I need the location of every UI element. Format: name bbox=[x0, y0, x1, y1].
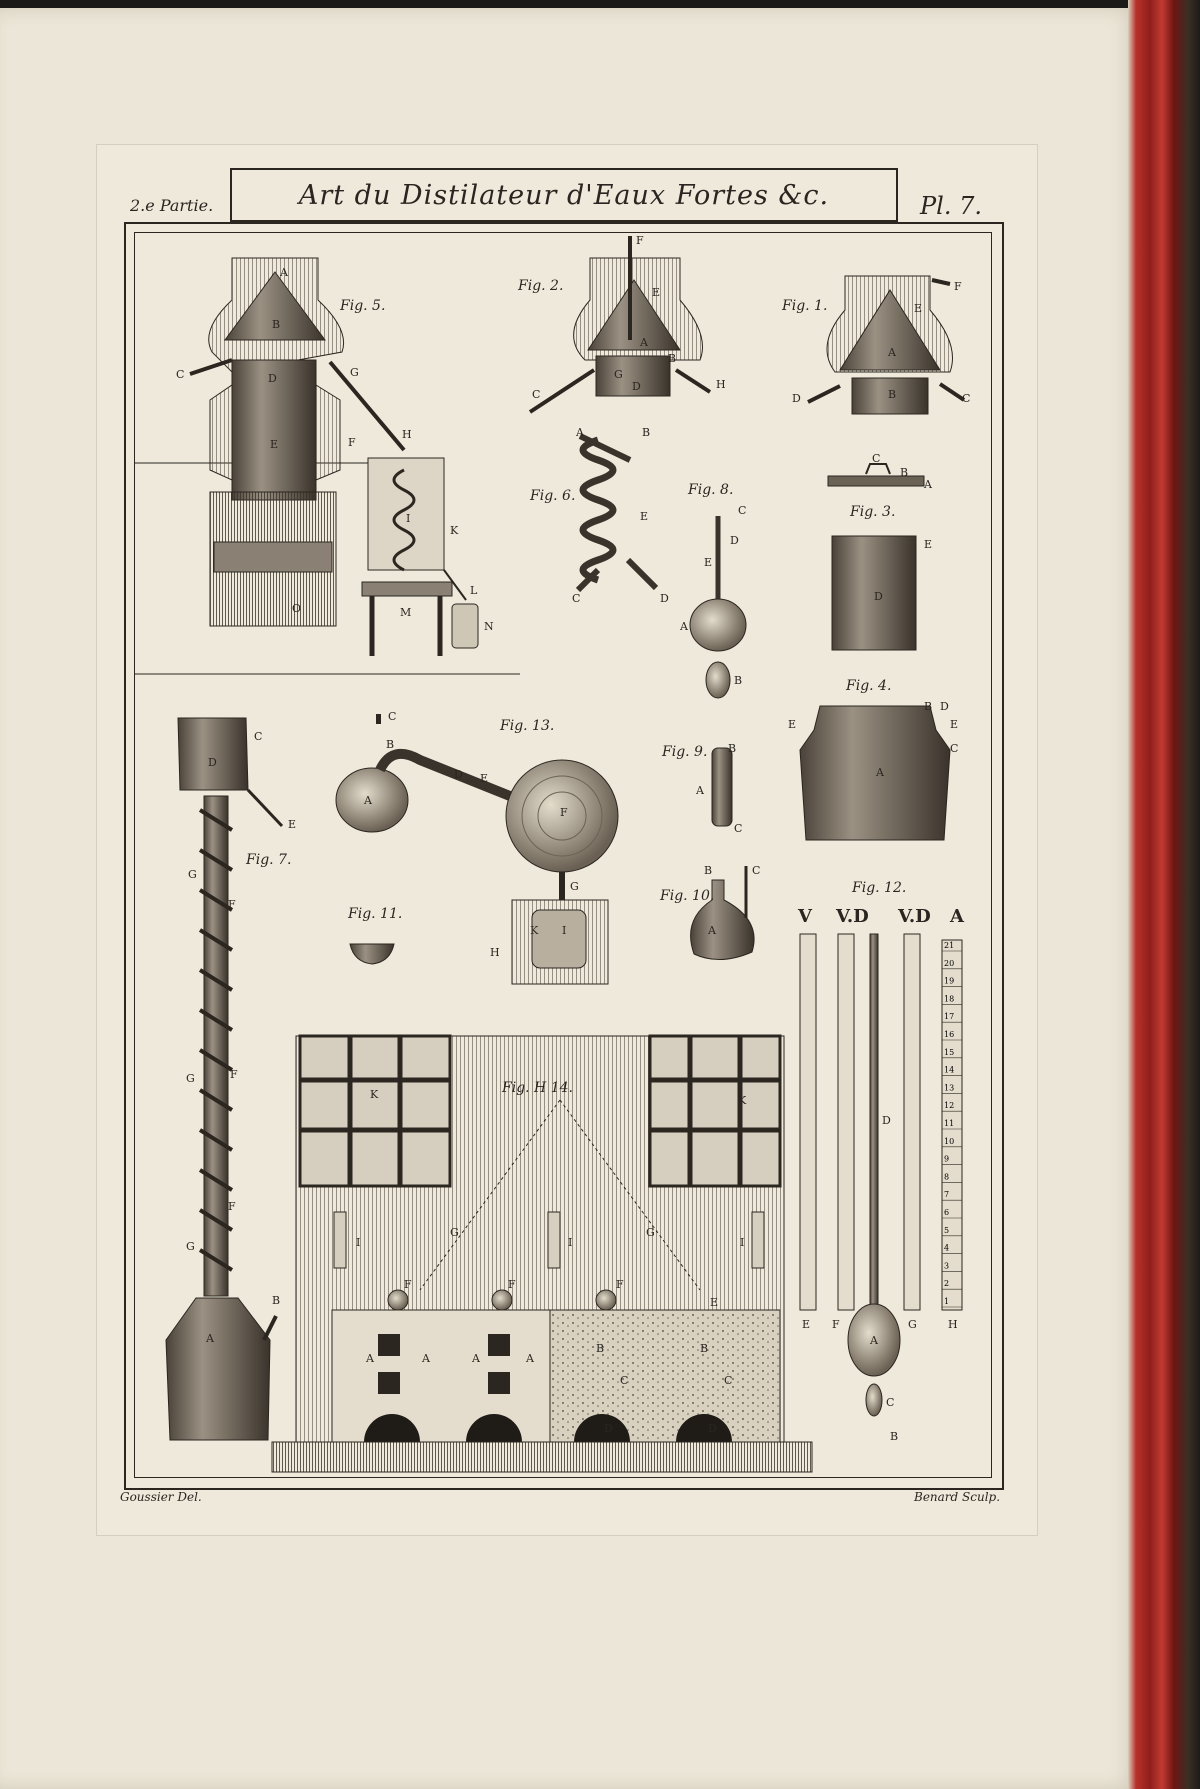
fig8-flask bbox=[679, 504, 746, 698]
fig2-label: Fig. 2. bbox=[518, 278, 564, 294]
svg-text:E: E bbox=[480, 772, 489, 785]
svg-text:F: F bbox=[508, 1278, 516, 1291]
svg-text:G: G bbox=[450, 1226, 459, 1239]
plate-title: Art du Distilateur d'Eaux Fortes &c. bbox=[230, 168, 898, 222]
svg-text:G: G bbox=[186, 1072, 195, 1085]
scale-header-3: V.D bbox=[898, 906, 931, 927]
svg-text:D: D bbox=[208, 756, 217, 769]
scale-number: 13 bbox=[944, 1083, 955, 1093]
svg-text:D: D bbox=[940, 700, 949, 713]
svg-text:N: N bbox=[484, 620, 494, 633]
svg-text:E: E bbox=[652, 286, 661, 299]
svg-text:A: A bbox=[472, 1352, 480, 1365]
svg-text:C: C bbox=[176, 368, 185, 381]
svg-text:K: K bbox=[450, 524, 459, 537]
svg-text:E: E bbox=[788, 718, 797, 731]
fig12-label: Fig. 12. bbox=[852, 880, 907, 896]
svg-text:B: B bbox=[734, 674, 743, 687]
svg-text:A: A bbox=[924, 478, 932, 491]
svg-text:C: C bbox=[886, 1396, 895, 1409]
svg-text:B: B bbox=[700, 1342, 709, 1355]
svg-text:E: E bbox=[914, 302, 923, 315]
svg-text:H: H bbox=[948, 1318, 958, 1331]
svg-text:C: C bbox=[962, 392, 971, 405]
svg-text:B: B bbox=[596, 1342, 605, 1355]
svg-text:A: A bbox=[526, 1352, 534, 1365]
svg-text:C: C bbox=[724, 1374, 733, 1387]
svg-text:K: K bbox=[738, 1094, 747, 1107]
fig1-label: Fig. 1. bbox=[782, 298, 828, 314]
svg-text:C: C bbox=[620, 1374, 629, 1387]
svg-text:C: C bbox=[254, 730, 263, 743]
scale-number: 17 bbox=[944, 1012, 955, 1022]
svg-text:A: A bbox=[876, 766, 884, 779]
svg-text:D: D bbox=[792, 392, 801, 405]
svg-text:D: D bbox=[874, 590, 883, 603]
svg-text:D: D bbox=[604, 1422, 613, 1435]
scale-number: 1 bbox=[944, 1297, 950, 1306]
svg-text:B: B bbox=[704, 864, 713, 877]
svg-text:B: B bbox=[924, 700, 933, 713]
fig2-still bbox=[530, 234, 726, 412]
svg-text:H: H bbox=[490, 946, 500, 959]
svg-text:A: A bbox=[366, 1352, 374, 1365]
svg-text:A: A bbox=[870, 1334, 878, 1347]
scale-number: 20 bbox=[944, 958, 955, 968]
fig14-label: Fig. H 14. bbox=[502, 1080, 573, 1096]
fig3-vessel bbox=[828, 452, 933, 650]
drawer-credit: Goussier Del. bbox=[120, 1490, 202, 1504]
svg-text:C: C bbox=[532, 388, 541, 401]
svg-text:G: G bbox=[614, 368, 623, 381]
svg-text:D: D bbox=[268, 372, 277, 385]
fig12-hydrometer-scales bbox=[797, 906, 965, 1443]
scale-number: 16 bbox=[944, 1030, 955, 1039]
svg-text:E: E bbox=[950, 718, 959, 731]
fig14-laboratory bbox=[272, 1036, 812, 1472]
svg-text:G: G bbox=[188, 868, 197, 881]
svg-text:G: G bbox=[350, 366, 359, 379]
scale-number: 2 bbox=[944, 1279, 950, 1289]
svg-text:B: B bbox=[888, 388, 897, 401]
svg-text:F: F bbox=[228, 898, 236, 911]
part-label: 2.e Partie. bbox=[130, 196, 214, 215]
svg-text:C: C bbox=[572, 592, 581, 605]
svg-text:F: F bbox=[228, 1200, 236, 1213]
scale-number: 18 bbox=[944, 994, 955, 1004]
scale-header-4: A bbox=[950, 906, 964, 927]
svg-text:F: F bbox=[348, 436, 356, 449]
svg-text:B: B bbox=[386, 738, 395, 751]
svg-text:D: D bbox=[708, 1422, 717, 1435]
svg-text:A: A bbox=[888, 346, 896, 359]
svg-text:I: I bbox=[356, 1236, 361, 1249]
fig8-label: Fig. 8. bbox=[688, 482, 734, 498]
svg-text:C: C bbox=[734, 822, 743, 835]
svg-text:E: E bbox=[802, 1318, 811, 1331]
svg-text:C: C bbox=[950, 742, 959, 755]
svg-text:I: I bbox=[406, 512, 411, 525]
scale-header-1: V bbox=[798, 906, 812, 927]
svg-text:C: C bbox=[738, 504, 747, 517]
svg-text:E: E bbox=[270, 438, 279, 451]
scale-number: 19 bbox=[944, 976, 955, 986]
scale-number: 8 bbox=[944, 1172, 950, 1182]
svg-text:A: A bbox=[280, 266, 288, 279]
svg-text:O: O bbox=[292, 602, 302, 615]
svg-text:M: M bbox=[400, 606, 412, 619]
fig10-label: Fig. 10. bbox=[660, 888, 715, 904]
scale-number: 9 bbox=[944, 1154, 950, 1164]
fig10-bottle bbox=[691, 864, 761, 960]
fig4-label: Fig. 4. bbox=[846, 678, 892, 694]
svg-text:A: A bbox=[640, 336, 648, 349]
fig5-label: Fig. 5. bbox=[340, 298, 386, 314]
svg-text:B: B bbox=[272, 1294, 281, 1307]
svg-text:F: F bbox=[832, 1318, 840, 1331]
svg-text:C: C bbox=[752, 864, 761, 877]
fig1-still bbox=[792, 276, 970, 414]
svg-text:A: A bbox=[206, 1332, 214, 1345]
svg-text:I: I bbox=[562, 924, 567, 937]
fig5-still bbox=[176, 258, 494, 656]
fig13-label: Fig. 13. bbox=[500, 718, 555, 734]
fig6-coil bbox=[572, 426, 669, 605]
scale-number: 12 bbox=[944, 1101, 955, 1111]
svg-text:K: K bbox=[530, 924, 539, 937]
svg-text:D: D bbox=[660, 592, 669, 605]
scale-number: 21 bbox=[944, 941, 955, 950]
scale-number: 15 bbox=[944, 1047, 955, 1057]
svg-text:I: I bbox=[568, 1236, 573, 1249]
svg-text:D: D bbox=[730, 534, 739, 547]
scale-number: 6 bbox=[944, 1208, 950, 1217]
svg-text:A: A bbox=[422, 1352, 430, 1365]
svg-text:G: G bbox=[908, 1318, 917, 1331]
svg-text:D: D bbox=[454, 768, 463, 781]
svg-text:D: D bbox=[882, 1114, 891, 1127]
svg-text:A: A bbox=[708, 924, 716, 937]
svg-text:E: E bbox=[288, 818, 297, 831]
fig3-label: Fig. 3. bbox=[850, 504, 896, 520]
svg-text:B: B bbox=[728, 742, 737, 755]
fig13-retort bbox=[336, 710, 618, 984]
svg-text:C: C bbox=[872, 452, 881, 465]
fig4-vessel bbox=[788, 700, 958, 840]
svg-text:G: G bbox=[646, 1226, 655, 1239]
svg-text:G: G bbox=[186, 1240, 195, 1253]
svg-text:F: F bbox=[404, 1278, 412, 1291]
svg-text:F: F bbox=[616, 1278, 624, 1291]
svg-text:H: H bbox=[402, 428, 412, 441]
scale-number: 5 bbox=[944, 1225, 950, 1235]
fig7-label: Fig. 7. bbox=[246, 852, 292, 868]
svg-text:B: B bbox=[642, 426, 651, 439]
svg-text:E: E bbox=[710, 1296, 719, 1309]
scale-number: 10 bbox=[944, 1136, 955, 1146]
svg-text:G: G bbox=[570, 880, 579, 893]
svg-text:A: A bbox=[364, 794, 372, 807]
svg-text:E: E bbox=[704, 556, 713, 569]
svg-text:H: H bbox=[716, 378, 726, 391]
svg-text:D: D bbox=[632, 380, 641, 393]
svg-text:B: B bbox=[900, 466, 909, 479]
engraver-credit: Benard Sculp. bbox=[914, 1490, 1001, 1504]
scale-number: 4 bbox=[944, 1243, 950, 1253]
fig6-label: Fig. 6. bbox=[530, 488, 576, 504]
svg-text:I: I bbox=[740, 1236, 745, 1249]
scale-number: 14 bbox=[944, 1065, 955, 1075]
svg-text:F: F bbox=[560, 806, 568, 819]
svg-text:C: C bbox=[388, 710, 397, 723]
scale-number: 11 bbox=[944, 1119, 955, 1128]
svg-text:B: B bbox=[272, 318, 281, 331]
svg-text:L: L bbox=[470, 584, 478, 597]
svg-text:B: B bbox=[890, 1430, 899, 1443]
svg-text:F: F bbox=[954, 280, 962, 293]
fig11-dish bbox=[350, 944, 394, 964]
fig7-column bbox=[166, 718, 296, 1440]
fig11-label: Fig. 11. bbox=[348, 906, 403, 922]
svg-text:E: E bbox=[924, 538, 933, 551]
svg-text:A: A bbox=[696, 784, 704, 797]
svg-text:F: F bbox=[230, 1068, 238, 1081]
scale-header-2: V.D bbox=[836, 906, 869, 927]
svg-text:E: E bbox=[640, 510, 649, 523]
svg-text:K: K bbox=[370, 1088, 379, 1101]
scale-number: 3 bbox=[944, 1261, 950, 1271]
svg-text:A: A bbox=[576, 426, 584, 439]
svg-text:B: B bbox=[668, 352, 677, 365]
plate-number: Pl. 7. bbox=[920, 192, 982, 220]
svg-text:A: A bbox=[680, 620, 688, 633]
fig9-label: Fig. 9. bbox=[662, 744, 708, 760]
scale-number: 7 bbox=[944, 1190, 950, 1200]
svg-text:F: F bbox=[636, 234, 644, 247]
